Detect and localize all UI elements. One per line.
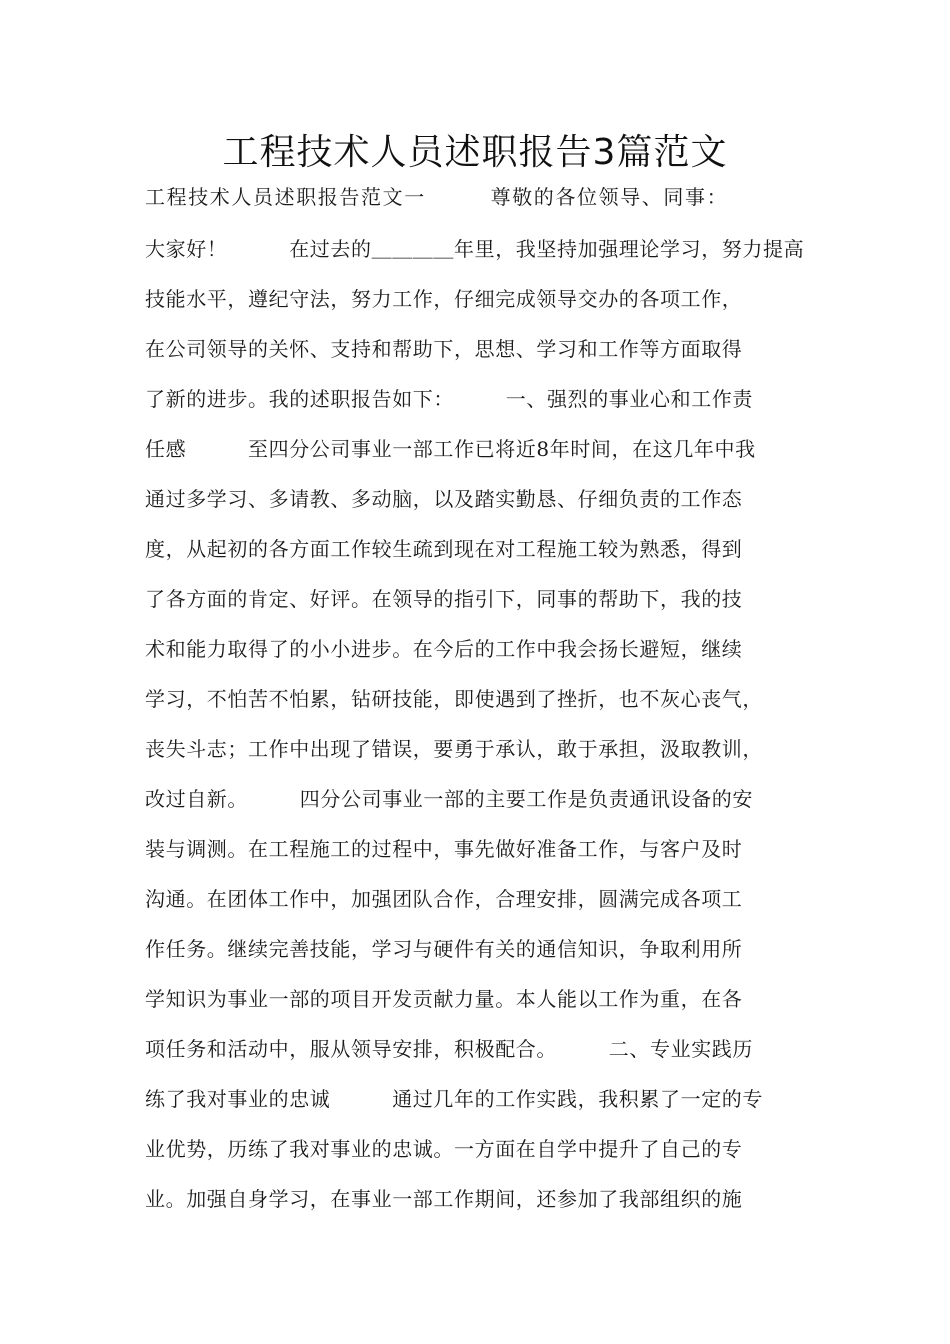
body-line-13: 改过自新。 四分公司事业一部的主要工作是负责通讯设备的安 xyxy=(145,787,753,811)
body-line-21: 业。加强自身学习，在事业一部工作期间，还参加了我部组织的施 xyxy=(145,1187,743,1211)
document-title: 工程技术人员述职报告3篇范文 xyxy=(222,132,728,173)
body-line-3: 技能水平，遵纪守法，努力工作，仔细完成领导交办的各项工作， xyxy=(145,287,743,311)
body-line-7: 通过多学习、多请教、多动脑，以及踏实勤恳、仔细负责的工作态 xyxy=(145,487,743,511)
body-line-5: 了新的进步。我的述职报告如下： 一、强烈的事业心和工作责 xyxy=(145,387,753,411)
body-line-9: 了各方面的肯定、好评。在领导的指引下，同事的帮助下，我的技 xyxy=(145,587,743,611)
body-line-6: 任感 至四分公司事业一部工作已将近8年时间，在这几年中我 xyxy=(145,437,756,461)
body-line-11: 学习，不怕苦不怕累，钻研技能，即使遇到了挫折，也不灰心丧气， xyxy=(145,687,763,711)
body-line-18: 项任务和活动中，服从领导安排，积极配合。 二、专业实践历 xyxy=(145,1037,753,1061)
body-line-14: 装与调测。在工程施工的过程中，事先做好准备工作，与客户及时 xyxy=(145,837,743,861)
body-line-12: 丧失斗志；工作中出现了错误，要勇于承认，敢于承担，汲取教训， xyxy=(145,737,763,761)
body-line-1: 工程技术人员述职报告范文一 尊敬的各位领导、同事： xyxy=(145,185,729,209)
body-line-10: 术和能力取得了的小小进步。在今后的工作中我会扬长避短，继续 xyxy=(145,637,743,661)
body-line-2: 大家好！ 在过去的＿＿＿＿年里，我坚持加强理论学习，努力提高 xyxy=(145,237,805,261)
body-line-4: 在公司领导的关怀、支持和帮助下，思想、学习和工作等方面取得 xyxy=(145,337,743,361)
body-line-16: 作任务。继续完善技能，学习与硬件有关的通信知识，争取利用所 xyxy=(145,937,743,961)
body-line-17: 学知识为事业一部的项目开发贡献力量。本人能以工作为重，在各 xyxy=(145,987,743,1011)
body-line-20: 业优势，历练了我对事业的忠诚。一方面在自学中提升了自己的专 xyxy=(145,1137,743,1161)
body-line-8: 度，从起初的各方面工作较生疏到现在对工程施工较为熟悉，得到 xyxy=(145,537,743,561)
body-line-19: 练了我对事业的忠诚 通过几年的工作实践，我积累了一定的专 xyxy=(145,1087,763,1111)
body-line-15: 沟通。在团体工作中，加强团队合作，合理安排，圆满完成各项工 xyxy=(145,887,743,911)
